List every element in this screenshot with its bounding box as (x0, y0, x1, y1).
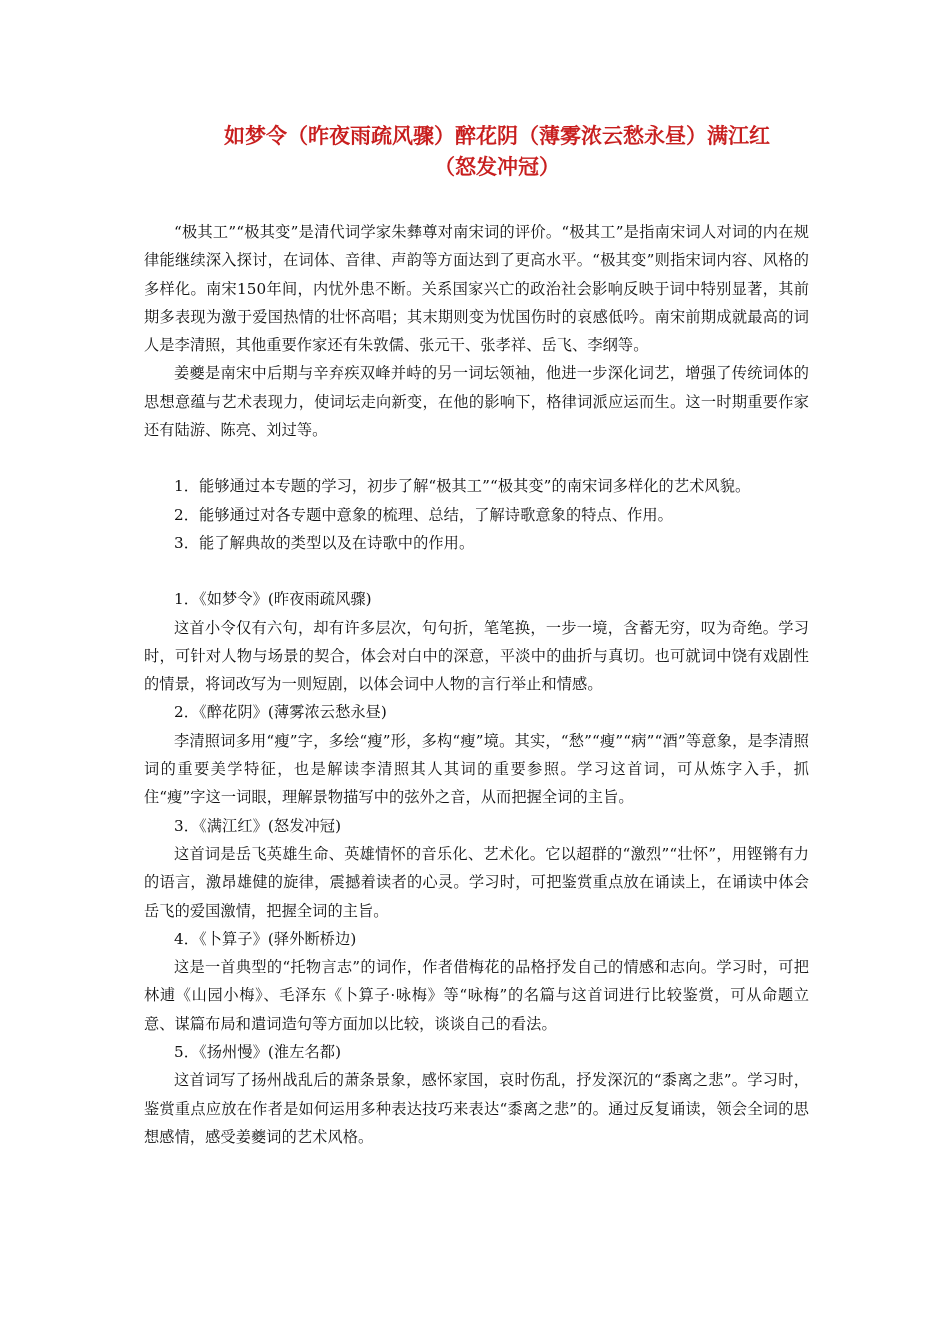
work-text-5: 这首词写了扬州战乱后的萧条景象，感怀家国，哀时伤乱，抒发深沉的“黍离之悲”。学习时，鉴赏重点应放在作者是如何运用多种表达技巧来表达“黍离之悲”的。通过反复诵读，领会全词的思想感情，感受姜夔词的艺术风格。 (144, 1071, 809, 1146)
work-heading-3: 3．《满江红》(怒发冲冠) (174, 816, 342, 835)
document-title (144, 120, 850, 182)
goals-section (144, 472, 809, 557)
work-text-2: 李清照词多用“瘦”字，多绘“瘦”形，多构“瘦”境。其实，“愁”“瘦”“病”“酒”等意象，是李清照词的重要美学特征，也是解读李清照其人其词的重要参照。学习这首词，可从炼字入手，抓住“瘦”字这一词眼，理解景物描写中的弦外之音，从而把握全词的主旨。 (144, 731, 809, 807)
intro-section (144, 218, 809, 444)
work-text-1: 这首小令仅有六句，却有许多层次，句句折，笔笔换，一步一境，含蓄无穷，叹为奇绝。学习时，可针对人物与场景的契合，体会对白中的深意，平淡中的曲折与真切。也可就词中饶有戏剧性的情景，将词改写为一则短剧，以体会词中人物的言行举止和情感。 (144, 618, 809, 694)
goal-item-1: 1．能够通过本专题的学习，初步了解“极其工”“极其变”的南宋词多样化的艺术风貌。 (174, 477, 751, 496)
work-heading-4: 4．《卜算子》(驿外断桥边) (174, 929, 357, 948)
intro-paragraph-2: 姜夔是南宋中后期与辛弃疾双峰并峙的另一词坛领袖，他进一步深化词艺，增强了传统词体的思想意蕴与艺术表现力，使词坛走向新变，在他的影响下，格律词派应运而生。这一时期重要作家还有陆游、陈亮、刘过等。 (144, 364, 809, 440)
work-text-4: 这是一首典型的“托物言志”的词作，作者借梅花的品格抒发自己的情感和志向。学习时，可把林逋《山园小梅》、毛泽东《卜算子·咏梅》等“咏梅”的名篇与这首词进行比较鉴赏，可从命题立意、谋篇布局和遣词造句等方面加以比较，谈谈自己的看法。 (144, 958, 809, 1033)
work-text-3: 这首词是岳飞英雄生命、英雄情怀的音乐化、艺术化。它以超群的“激烈”“壮怀”，用铿锵有力的语言，激昂雄健的旋律，震撼着读者的心灵。学习时，可把鉴赏重点放在诵读上，在诵读中体会岳飞的爱国激情，把握全词的主旨。 (144, 844, 809, 920)
works-section (144, 585, 809, 1151)
goal-item-2: 2．能够通过对各专题中意象的梳理、总结，了解诗歌意象的特点、作用。 (174, 505, 673, 524)
document-body (144, 218, 809, 1151)
section-gap (144, 557, 809, 585)
work-heading-1: 1．《如梦令》(昨夜雨疏风骤) (174, 590, 372, 609)
intro-paragraph-1: “极其工”“极其变”是清代词学家朱彝尊对南宋词的评价。“极其工”是指南宋词人对词的内在规律能继续深入探讨，在词体、音律、声韵等方面达到了更高水平。“极其变”则指宋词内容、风格的多样化。南宋150年间，内忧外患不断。关系国家兴亡的政治社会影响反映于词中特别显著，其前期多表现为激于爱国热情的壮怀高唱；其末期则变为忧国伤时的哀感低吟。南宋前期成就最高的词人是李清照，其他重要作家还有朱敦儒、张元干、张孝祥、岳飞、李纲等。 (144, 223, 809, 355)
title-line-2: （怒发冲冠） (434, 154, 560, 179)
goal-item-3: 3．能了解典故的类型以及在诗歌中的作用。 (174, 533, 475, 552)
work-heading-5: 5．《扬州慢》(淮左名都) (174, 1043, 342, 1062)
title-line-1: 如梦令（昨夜雨疏风骤）醉花阴（薄雾浓云愁永昼）满江红 (224, 123, 770, 148)
section-gap (144, 444, 809, 472)
work-heading-2: 2．《醉花阴》(薄雾浓云愁永昼) (174, 703, 387, 722)
